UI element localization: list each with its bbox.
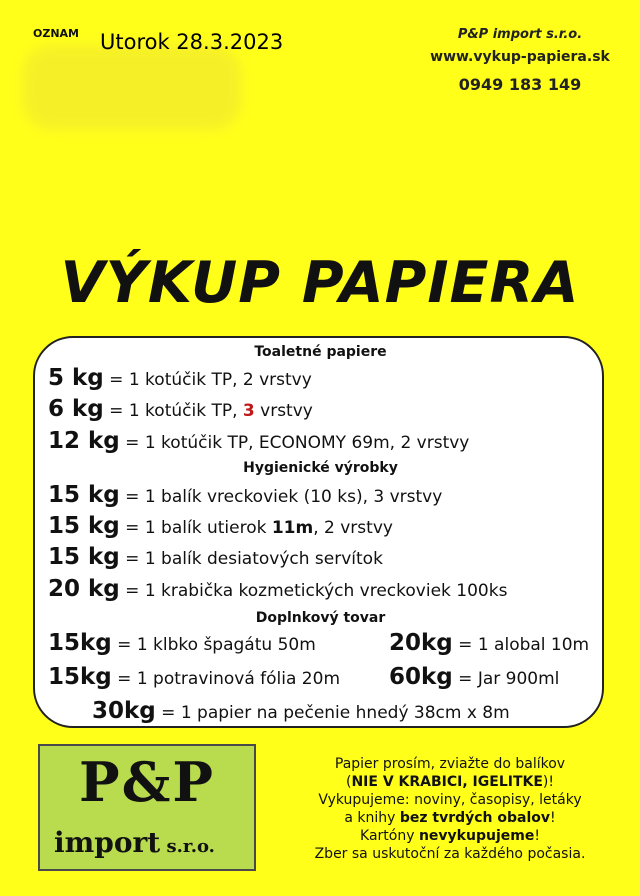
note-text: Kartóny: [360, 828, 419, 844]
note-text: !: [550, 810, 556, 826]
item-text: = 1 balík vreckoviek (10 ks), 3 vrstvy: [119, 487, 443, 507]
note-line: Vykupujeme: noviny, časopisy, letáky: [318, 792, 582, 808]
weight-label: 15kg: [48, 630, 112, 656]
logo-sub-text: [54, 826, 215, 859]
weight-label: 15kg: [48, 664, 112, 690]
price-row: [48, 544, 383, 570]
item-text: = 1 kotúčik TP,: [103, 401, 243, 421]
item-text: = 1 potravinová fólia 20m: [111, 669, 341, 689]
page-title: VÝKUP PAPIERA: [60, 250, 580, 316]
note-bold: NIE V KRABICI, IGELITKE: [351, 774, 543, 790]
item-text: = Jar 900ml: [452, 669, 560, 689]
section-heading-extra: Doplnkový tovar: [255, 610, 386, 626]
price-row: [48, 664, 340, 690]
price-list-box: [33, 336, 604, 728]
price-row: [48, 428, 469, 454]
note-bold: nevykupujeme: [418, 828, 535, 844]
note-line: Papier prosím, zviažte do balíkov: [334, 756, 566, 772]
weight-label: 15 kg: [48, 482, 120, 508]
logo-suffix: s.r.o.: [160, 836, 215, 857]
note-bold: bez tvrdých obalov: [399, 810, 551, 826]
blurred-area: [22, 45, 242, 130]
item-text: = 1 klbko špagátu 50m: [111, 635, 316, 655]
note-text: a knihy: [344, 810, 400, 826]
company-info: [420, 24, 620, 96]
price-row: [48, 396, 313, 422]
oznam-label: OZNAM: [33, 27, 79, 40]
instructions: [280, 755, 620, 863]
weight-label: 15 kg: [48, 513, 120, 539]
weight-label: 30kg: [92, 698, 156, 724]
item-text: , 2 vrstvy: [313, 518, 393, 538]
item-text: = 1 balík desiatových servítok: [119, 549, 383, 569]
highlight-number: 3: [242, 401, 255, 421]
weight-label: 12 kg: [48, 428, 120, 454]
weight-label: 20kg: [389, 630, 453, 656]
note-line: [280, 809, 620, 827]
item-text: = 1 balík utierok: [119, 518, 272, 538]
item-text: vrstvy: [254, 401, 313, 421]
weight-label: 5 kg: [48, 365, 104, 391]
phone-number: 0949 183 149: [458, 75, 582, 94]
website-link[interactable]: www.vykup-papiera.sk: [430, 49, 610, 65]
note-text: (: [346, 774, 352, 790]
price-row: [48, 365, 312, 391]
note-text: !: [534, 828, 540, 844]
price-row: [48, 513, 393, 539]
item-text: = 1 kotúčik TP, ECONOMY 69m, 2 vrstvy: [119, 433, 470, 453]
section-heading-hygiene: Hygienické výrobky: [243, 460, 398, 476]
weight-label: 60kg: [389, 664, 453, 690]
price-row: [389, 664, 559, 690]
logo-import: import: [54, 826, 161, 859]
item-text: = 1 alobal 10m: [452, 635, 590, 655]
price-row: [48, 630, 316, 656]
note-line: [280, 827, 620, 845]
company-logo: [38, 744, 256, 871]
item-text: = 1 papier na pečenie hnedý 38cm x 8m: [155, 703, 510, 723]
weight-label: 20 kg: [48, 576, 120, 602]
weight-label: 15 kg: [48, 544, 120, 570]
note-line: Zber sa uskutoční za každého počasia.: [314, 846, 586, 862]
price-row: [48, 576, 507, 602]
logo-main-text: P&P: [79, 750, 215, 814]
company-name: P&P import s.r.o.: [457, 27, 583, 42]
price-row: [389, 630, 589, 656]
item-text: = 1 krabička kozmetických vreckoviek 100ks: [119, 581, 508, 601]
note-text: )!: [542, 774, 554, 790]
section-heading-toilet: Toaletné papiere: [254, 344, 387, 360]
note-line: [280, 773, 620, 791]
highlight-length: 11m: [271, 518, 314, 538]
weight-label: 6 kg: [48, 396, 104, 422]
date-label: Utorok 28.3.2023: [100, 30, 284, 54]
price-row: [48, 482, 442, 508]
price-row: [92, 698, 510, 724]
item-text: = 1 kotúčik TP, 2 vrstvy: [103, 370, 312, 390]
